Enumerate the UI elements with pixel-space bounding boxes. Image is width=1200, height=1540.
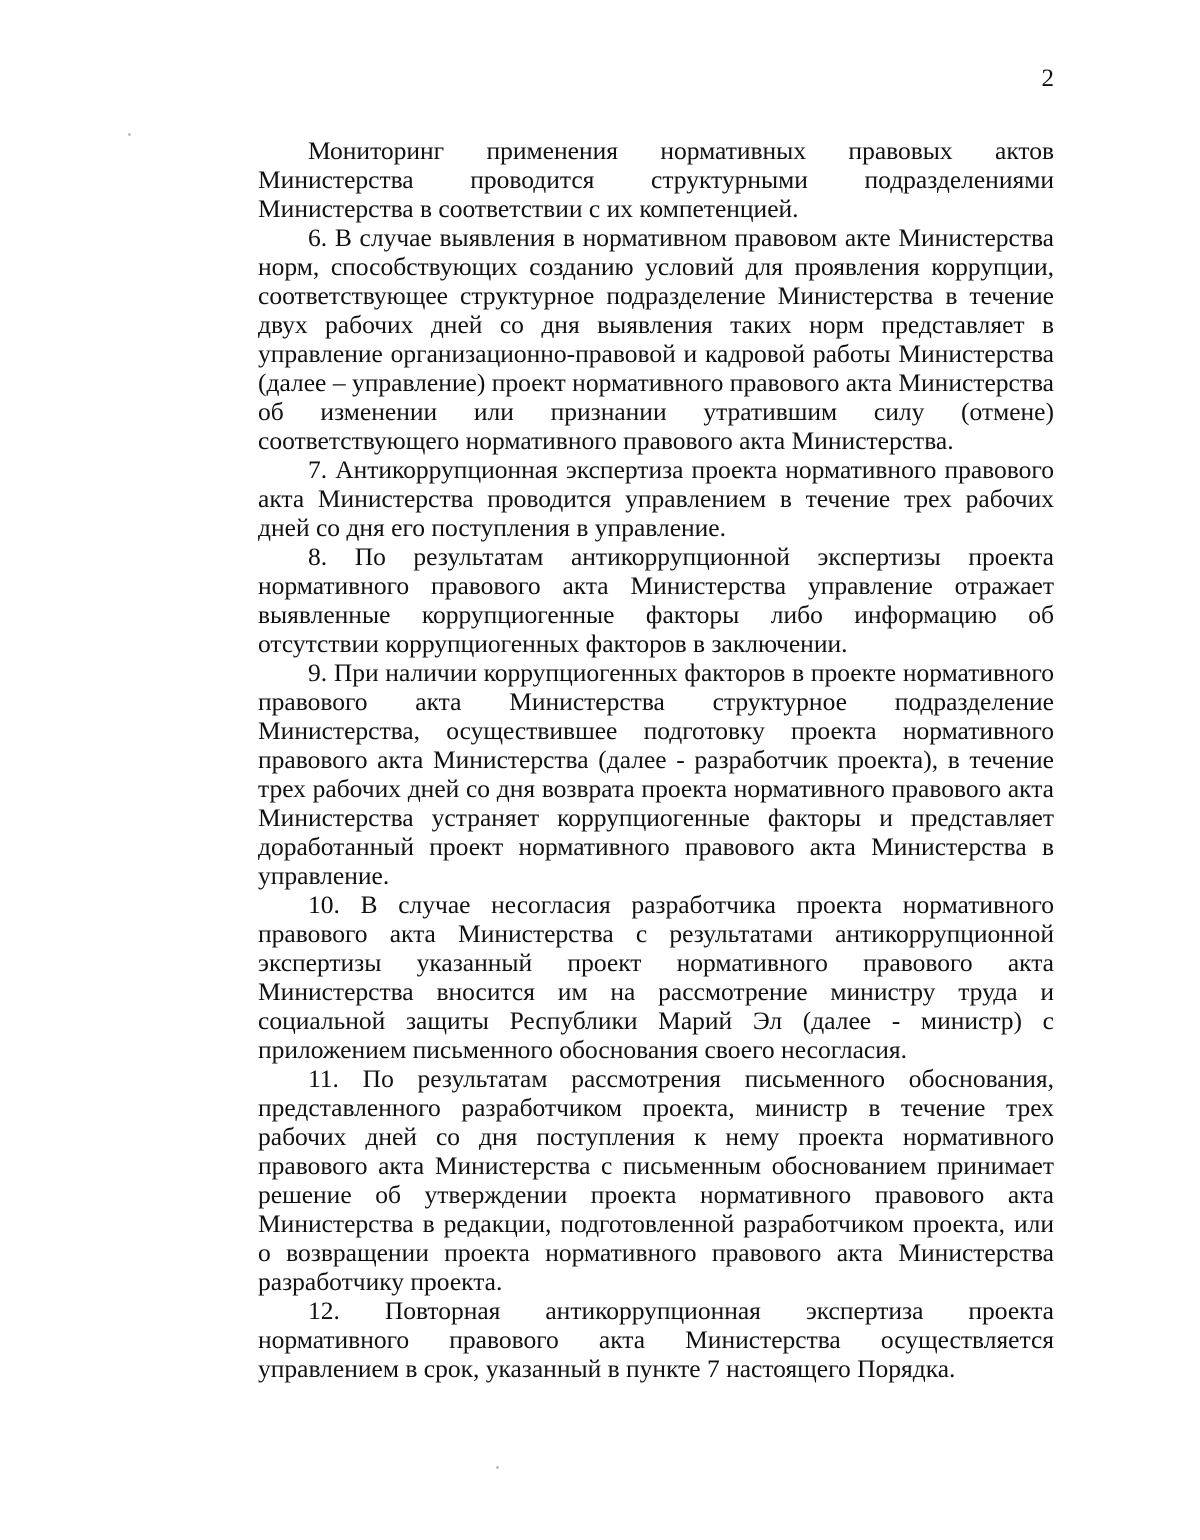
paragraph-7: 7. Антикоррупционная экспертиза проекта нормативного правового акта Министерства проводится управлением в течение трех рабочих дней со дня его поступления в управление. bbox=[258, 455, 1054, 542]
page-number: 2 bbox=[1041, 65, 1054, 92]
paragraph-8: 8. По результатам антикоррупционной экспертизы проекта нормативного правового акта Министерства управление отражает выявленные коррупциогенные факторы либо информацию об отсутствии коррупциогенных факторов в заключении. bbox=[258, 542, 1054, 658]
paragraph-12: 12. Повторная антикоррупционная экспертиза проекта нормативного правового акта Министерства осуществляется управлением в срок, указанный в пункте 7 настоящего Порядка. bbox=[258, 1296, 1054, 1383]
paragraph-11: 11. По результатам рассмотрения письменного обоснования, представленного разработчиком проекта, министр в течение трех рабочих дней со дня поступления к нему проекта нормативного правового акта Министерства с письменным обоснованием принимает решение об утверждении проекта нормативного правового акта Министерства в редакции, подготовленной разработчиком проекта, или о возвращении проекта нормативного правового акта Министерства разработчику проекта. bbox=[258, 1064, 1054, 1296]
scan-speck bbox=[128, 133, 131, 136]
paragraph-6: 6. В случае выявления в нормативном правовом акте Министерства норм, способствующих созданию условий для проявления коррупции, соответствующее структурное подразделение Министерства в течение двух рабочих дней со дня выявления таких норм представляет в управление организационно-правовой и кадровой работы Министерства (далее – управление) проект нормативного правового акта Министерства об изменении или признании утратившим силу (отмене) соответствующего нормативного правового акта Министерства. bbox=[258, 223, 1054, 455]
paragraph-9: 9. При наличии коррупциогенных факторов в проекте нормативного правового акта Министерства структурное подразделение Министерства, осуществившее подготовку проекта нормативного правового акта Министерства (далее - разработчик проекта), в течение трех рабочих дней со дня возврата проекта нормативного правового акта Министерства устраняет коррупциогенные факторы и представляет доработанный проект нормативного правового акта Министерства в управление. bbox=[258, 658, 1054, 890]
scan-speck bbox=[496, 1466, 499, 1469]
paragraph-10: 10. В случае несогласия разработчика проекта нормативного правового акта Министерства с результатами антикоррупционной экспертизы указанный проект нормативного правового акта Министерства вносится им на рассмотрение министру труда и социальной защиты Республики Марий Эл (далее - министр) с приложением письменного обоснования своего несогласия. bbox=[258, 890, 1054, 1064]
paragraph-monitoring: Мониторинг применения нормативных правовых актов Министерства проводится структурными подразделениями Министерства в соответствии с их компетенцией. bbox=[258, 136, 1054, 223]
document-body bbox=[258, 136, 1054, 1383]
